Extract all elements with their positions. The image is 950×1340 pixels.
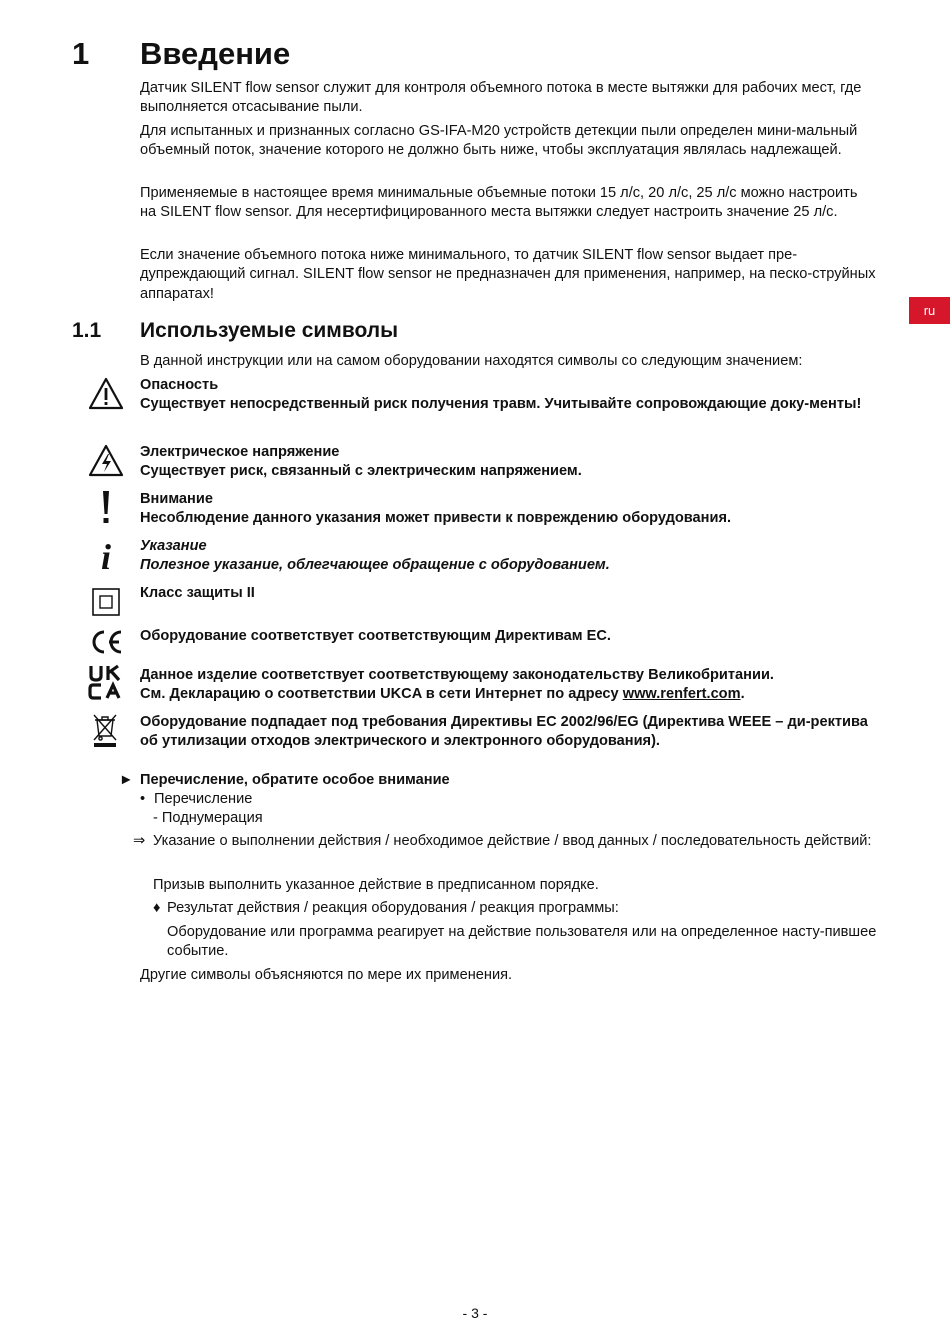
symbol-description: Существует риск, связанный с электрическим напряжением. [140,463,582,480]
double-arrow-icon: ⇒ [133,833,146,849]
legend-result-text: Результат действия / реакция оборудования / реакция программы: [167,900,619,916]
symbol-title: Оборудование подпадает под требования Директивы ЕС 2002/96/EG (Директива WEEE – ди-ректива об утилизации отходов электрического и электронного оборудования). [140,714,868,750]
symbol-electrical [140,443,880,482]
ukca-text-end: . [740,686,745,703]
symbol-title: Данное изделие соответствует соответствующему законодательству Великобритании. [140,667,774,683]
legend-subnumbering: - Поднумерация [153,810,263,826]
symbol-protection-class [140,584,880,603]
symbol-attention [140,490,880,529]
intro-paragraph-2: Для испытанных и признанных согласно GS-IFA-M20 устройств детекции пыли определен мини-мальный объемный поток, значение которого не должно быть ниже, чтобы эксплуатация являлась надлежащей. [140,123,858,159]
symbol-title: Внимание [140,491,213,507]
warning-triangle-icon [87,376,125,414]
intro-paragraph-3: Применяемые в настоящее время минимальные объемные потоки 15 л/с, 20 л/с, 25 л/с можно настроить на SILENT flow sensor. Для несертифицированного места вытяжки следует настроить значение 25 л/с. [140,185,858,221]
symbol-description: Полезное указание, облегчающее обращение с оборудованием. [140,557,610,574]
protection-class-ii-icon [87,585,125,623]
symbol-danger [140,376,880,415]
legend-other-symbols: Другие символы объясняются по мере их применения. [140,967,513,983]
chapter-number: 1 [72,36,90,71]
symbol-ukca [140,666,880,705]
symbol-title: Опасность [140,377,219,393]
ukca-text: См. Декларацию о соответствии UKCA в сети Интернет по адресу [140,686,623,703]
intro-paragraph-1: Датчик SILENT flow sensor служит для контроля объемного потока в месте вытяжки для рабочих мест, где выполняется отсасывание пыли. [140,80,862,116]
high-voltage-icon [87,443,125,481]
legend-action-description: Призыв выполнить указанное действие в предписанном порядке. [153,877,599,893]
chapter-title: Введение [140,36,291,71]
section-title: Используемые символы [140,319,399,342]
legend-bullet-text: Перечисление [154,791,253,807]
svg-text:i: i [100,537,112,575]
section-number: 1.1 [72,319,102,342]
symbol-description [140,685,880,704]
ce-mark-icon [87,624,125,662]
symbol-title: Класс защиты II [140,585,255,601]
symbol-description: Несоблюдение данного указания может привести к повреждению оборудования. [140,510,732,527]
symbol-weee [140,713,880,752]
ukca-mark-icon [87,663,125,701]
bullet-marker-icon: • [140,791,146,807]
exclamation-icon [87,489,125,527]
symbol-ce [140,627,880,646]
symbol-title: Оборудование соответствует соответствующим Директивам ЕС. [140,628,611,644]
section-intro: В данной инструкции или на самом оборудовании находятся символы со следующим значением: [140,353,803,369]
renfert-website-link[interactable]: www.renfert.com [622,686,741,703]
legend-action-text: Указание о выполнении действия / необходимое действие / ввод данных / последовательность действий: [153,833,872,849]
weee-bin-icon [87,712,125,750]
symbol-title: Электрическое напряжение [140,444,340,460]
language-tab: ru [909,297,950,324]
legend-result-description: Оборудование или программа реагирует на действие пользователя или на определенное насту-пившее событие. [167,924,877,960]
legend-arrow-text: Перечисление, обратите особое внимание [140,772,450,788]
page-number: - 3 - [462,1305,488,1321]
intro-paragraph-4: Если значение объемного потока ниже минимального, то датчик SILENT flow sensor выдает пре-дупреждающий сигнал. SILENT flow sensor не предназначен для применения, например, на песко-струйных аппаратах! [140,247,876,302]
symbol-description: Существует непосредственный риск получения травм. Учитывайте сопровождающие доку-менты! [140,396,862,413]
arrow-marker-icon: ► [119,772,134,788]
info-icon [87,537,125,575]
diamond-marker-icon: ♦ [153,900,161,916]
symbol-title: Указание [140,538,207,554]
symbol-note [140,537,880,576]
